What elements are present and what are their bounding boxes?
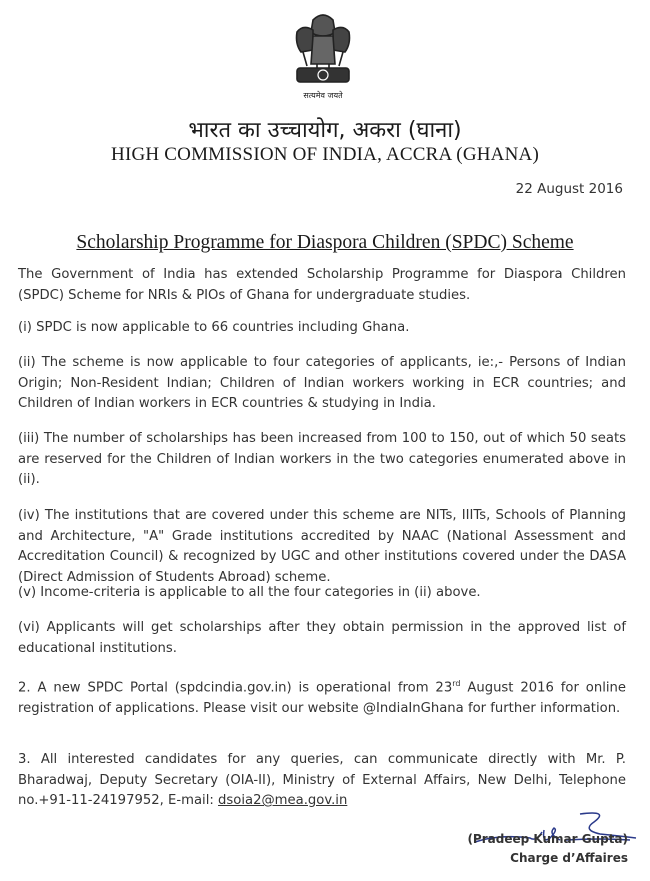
ordinal-suffix: rd (452, 679, 461, 688)
point-text: (vi) Applicants will get scholarships after they obtain permission in the approved list of educational institutions. (18, 620, 626, 656)
national-emblem-icon (283, 6, 363, 106)
point-i (18, 318, 626, 339)
document-title: Scholarship Programme for Diaspora Children (SPDC) Scheme (76, 232, 574, 253)
emblem-motto: सत्यमेव जयते (303, 91, 343, 100)
document-date: 22 August 2016 (515, 181, 623, 197)
para3-text: 3. All interested candidates for any queries, can communicate directly with Mr. P. Bharadwaj, Deputy Secretary (OIA-II), Ministry of External Affairs, New Delhi, Telephone no.+91-11-24197952, E-mail: (18, 752, 626, 808)
point-iv (18, 506, 626, 588)
point-text: (iii) The number of scholarships has been increased from 100 to 150, out of which 50 seats are reserved for the Children of Indian workers in the two categories enumerated above in (ii). (18, 431, 626, 487)
paragraph-2 (18, 674, 626, 719)
point-iii (18, 429, 626, 491)
organization-heading: HIGH COMMISSION OF INDIA, ACCRA (GHANA) (111, 144, 539, 165)
point-vi (18, 618, 626, 659)
point-text: (i) SPDC is now applicable to 66 countries including Ghana. (18, 320, 410, 335)
intro-paragraph (18, 265, 626, 306)
signatory-name: (Pradeep Kumar Gupta) (467, 832, 628, 846)
intro-text: The Government of India has extended Scholarship Programme for Diaspora Children (SPDC) Scheme for NRIs & PIOs of Ghana for undergraduate studies. (18, 267, 626, 303)
signatory-block (467, 830, 628, 868)
point-text: (ii) The scheme is now applicable to four categories of applicants, ie:,- Persons of Indian Origin; Non-Resident Indian; Children of Indian workers working in ECR countries; and Children of Indian workers in ECR countries & studying in India. (18, 355, 626, 411)
point-v (18, 583, 626, 604)
point-ii (18, 353, 626, 415)
para2-text-cont: August 2016 for online registration of applications. Please visit our website @IndiaInGhana for further information. (18, 680, 626, 716)
hindi-heading: भारत का उच्चायोग, अकरा (घाना) (188, 118, 462, 143)
para2-text: 2. A new SPDC Portal (spdcindia.gov.in) is operational from 23 (18, 680, 453, 696)
point-text: (v) Income-criteria is applicable to all the four categories in (ii) above. (18, 585, 481, 600)
paragraph-3 (18, 750, 626, 812)
email-link[interactable]: dsoia2@mea.gov.in (218, 793, 348, 808)
point-text: (iv) The institutions that are covered under this scheme are NITs, IIITs, Schools of Planning and Architecture, "A" Grade institutions accredited by NAAC (National Assessment and Accreditation Council) & recognized by UGC and other institutions covered under the DASA (Direct Admission of Students Abroad) scheme. (18, 508, 626, 585)
signatory-designation: Charge d’Affaires (510, 851, 628, 865)
